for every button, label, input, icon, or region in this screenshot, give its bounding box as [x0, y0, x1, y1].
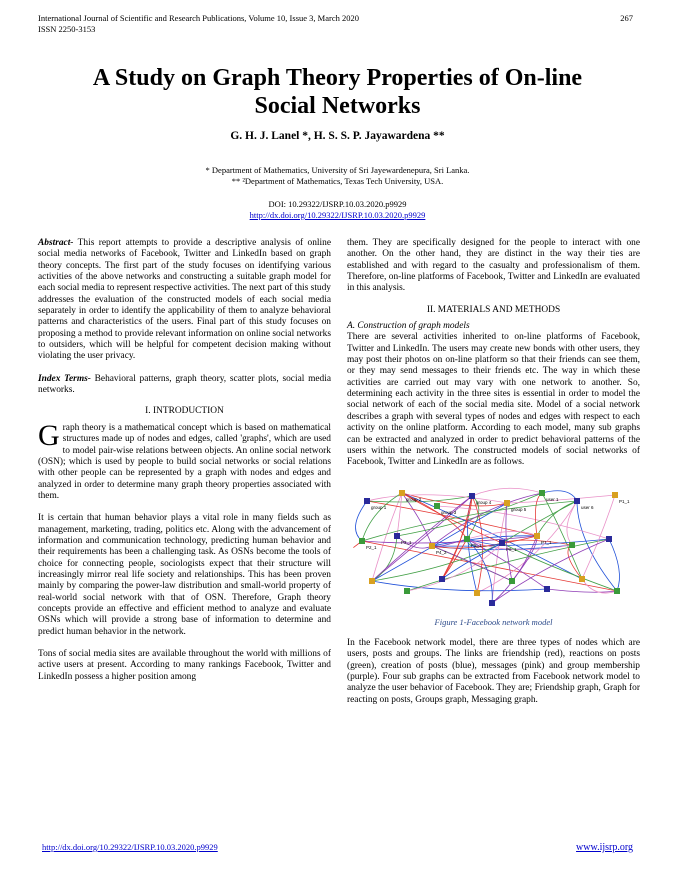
network-node	[469, 493, 475, 499]
subsection-heading: A. Construction of graph models	[347, 321, 470, 332]
node-label: P5_1	[471, 542, 482, 548]
node-label: P6_1	[506, 546, 517, 552]
network-edge	[542, 493, 582, 579]
network-edge	[492, 503, 507, 603]
left-column	[38, 238, 331, 683]
facebook-network-figure	[347, 481, 640, 613]
node-label: group 2	[406, 496, 422, 502]
network-node	[359, 538, 365, 544]
node-label: group 1	[371, 504, 387, 510]
node-label: group 3	[441, 509, 457, 515]
doi-block	[0, 199, 675, 221]
right-paragraph-1: them. They are specifically designed for the people to interact with one another. On the other hand, they are distinct in the way their ties are established and with regard to the casualty and professionalism of them. Therefore, on-line platforms of Facebook, Twitter and LinkedIn are evaluated in this analysis.	[347, 238, 640, 294]
footer-doi	[42, 842, 218, 852]
figure-caption: Figure 1-Facebook network model	[434, 616, 553, 627]
node-label: P1_1	[619, 498, 630, 504]
paper-title: A Study on Graph Theory Properties of On-line Social Networks	[92, 65, 583, 119]
network-edge	[467, 531, 537, 539]
network-node	[429, 543, 435, 549]
network-node	[579, 576, 585, 582]
network-node	[474, 590, 480, 596]
index-terms-text: Behavioral patterns, graph theory, scatter plots, social media networks.	[38, 373, 331, 396]
network-node	[394, 533, 400, 539]
network-node	[464, 536, 470, 542]
index-terms-label: Index Terms-	[38, 373, 91, 384]
network-node	[369, 578, 375, 584]
node-label: P3_1	[401, 539, 412, 545]
network-edge	[356, 501, 367, 541]
node-label: user 1	[546, 496, 559, 502]
issn: ISSN 2250-3153	[38, 24, 96, 34]
node-label: P4_2	[436, 549, 447, 555]
network-edge	[507, 495, 615, 503]
network-edge	[472, 488, 542, 496]
network-edge	[372, 581, 547, 591]
network-node	[439, 576, 445, 582]
node-label: P7_1	[541, 539, 552, 545]
intro-paragraph-1	[38, 418, 331, 502]
network-edge	[582, 579, 617, 593]
network-node	[364, 498, 370, 504]
footer-site-link[interactable]: www.ijsrp.org	[576, 842, 633, 853]
network-node	[509, 578, 515, 584]
drop-cap: G	[38, 418, 60, 452]
network-node	[489, 600, 495, 606]
network-node	[544, 586, 550, 592]
running-header	[38, 13, 359, 35]
network-edge	[372, 496, 472, 581]
right-paragraph-3: In the Facebook network model, there are three types of nodes which are users, posts and groups. The links are friendship (red), reactions on posts (green), creation of posts (blue), messages (pink) and group membership (purple). Four sub graphs can be extracted from Facebook network model to analyze the user behavior of Facebook. They are; Friendship graph, Graph for reacting on posts, Groups graph, Messaging graph.	[347, 637, 640, 705]
abstract-label: Abstract-	[38, 238, 74, 248]
footer-doi-link[interactable]: http://dx.doi.org/10.29322/IJSRP.10.03.2020.p9929	[42, 842, 218, 852]
network-node	[539, 490, 545, 496]
node-label: group 4	[476, 499, 492, 505]
journal-name: International Journal of Scientific and Research Publications, Volume 10, Issue 3, March 2020	[38, 13, 359, 23]
network-node	[574, 498, 580, 504]
node-label: group 5	[511, 506, 527, 512]
abstract	[38, 238, 331, 363]
network-edge	[537, 501, 577, 536]
abstract-text: This report attempts to provide a descriptive analysis of online social media networks of Facebook, Twitter and LinkedIn based on graph theory concepts. The first part of the study focuses on identifying various activities of the above networks and constructing a suitable graph model for each social media to represent respective activities. The next part of this study addresses the evaluation of the constructed models of each social media separately in order to identify the applicability of them to analyze behavioral patterns and characteristics of the users. Final part of this study focuses on proposing a method to provide relevant information on online social networks to outsiders, which will be helpful for competent decision making without violating the user privacy.	[38, 238, 331, 362]
intro-paragraph-3: Tons of social media sites are available throughout the world with millions of active users at present. According to many rankings Facebook, Twitter and LinkedIn possess a higher position among	[38, 649, 331, 682]
network-edge	[547, 589, 617, 592]
authors: G. H. J. Lanel *, H. S. S. P. Jayawardena **	[230, 130, 445, 142]
network-edge	[567, 501, 577, 545]
network-node	[569, 542, 575, 548]
network-graph-image	[347, 481, 640, 613]
network-node	[434, 503, 440, 509]
node-label: user 6	[581, 504, 594, 510]
page-number: 267	[620, 13, 633, 23]
doi: DOI: 10.29322/IJSRP.10.03.2020.p9929	[268, 199, 407, 209]
doi-link[interactable]: http://dx.doi.org/10.29322/IJSRP.10.03.2020.p9929	[249, 210, 426, 220]
index-terms	[38, 374, 331, 397]
network-node	[612, 492, 618, 498]
section-heading-methods: II. MATERIALS AND METHODS	[426, 304, 561, 315]
affiliation-2: ** ²Department of Mathematics, Texas Tech University, USA.	[231, 176, 444, 186]
right-paragraph-2: There are several activities inherited to on-line platforms of Facebook, Twitter and LinkedIn. The users may create new bonds with other users, they may post their photos on on-line platform so that their friends can see them, or they may send messages to their friends etc. The way in which these activities are carried out may vary with one network to another. So, determining each activity in the three sites is essential in order to model the social network of each of the social media site. Model of a social network describes a graph with several types of nodes and edges with respect to each activity on the online platform. According to each model, many sub graphs can be extracted and analyzed in order to predict behavioral patterns of the users within the network. The constructed models of social networks of Facebook, Twitter and LinkedIn are as follows.	[347, 332, 640, 468]
affiliations	[0, 165, 675, 187]
network-node	[606, 536, 612, 542]
footer-site	[576, 842, 633, 853]
network-node	[504, 500, 510, 506]
section-heading-introduction: I. INTRODUCTION	[145, 406, 224, 417]
network-node	[499, 540, 505, 546]
network-node	[534, 533, 540, 539]
intro-paragraph-2: It is certain that human behavior plays a vital role in many fields such as management, marketing, trading, politics etc. Along with the advancement of information and communication technology, predicting human behavior and their requirements has been a challenging task. As OSNs become the tools of choice for connecting people, sociologists expect that their structure will increasingly mirror real life society and relationships. This has been proven mainly by comparing the power-law distribution and small-world property of real-world social network with that of OSN. Therefore, Graph theory concepts provide an effective and efficient method to analyze and evaluate OSNs which will provide a strong base of information to determine and predict human behavior in the network.	[38, 513, 331, 637]
network-node	[614, 588, 620, 594]
affiliation-1: * Department of Mathematics, University of Sri Jayewardenepura, Sri Lanka.	[205, 165, 470, 175]
network-node	[399, 490, 405, 496]
node-label: P2_1	[366, 544, 377, 550]
intro-paragraph-1-text: raph theory is a mathematical concept which is based on mathematical structures made up of nodes and edges, called 'graphs', which are used to model pair-wise relations between objects. An online social network (OSN); which is used by people to build social networks or social relations with other people can be represented by a graph with nodes and edges and analyzed in order to determine many graph theory properties associated with them.	[38, 422, 331, 501]
network-node	[404, 588, 410, 594]
right-column	[347, 238, 640, 706]
